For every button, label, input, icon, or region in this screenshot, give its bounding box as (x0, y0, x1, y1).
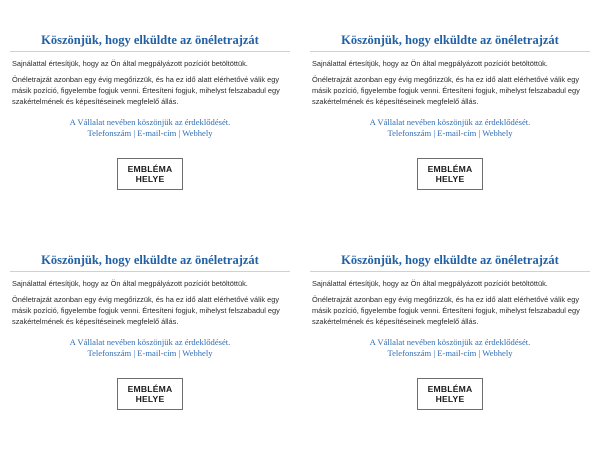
logo-line-1: EMBLÉMA (127, 384, 173, 394)
card-body (310, 58, 590, 107)
logo-line-1: EMBLÉMA (427, 164, 473, 174)
postcard-bottom-left (10, 252, 290, 410)
logo-placeholder (117, 378, 183, 410)
title-divider (310, 271, 590, 272)
card-body (310, 278, 590, 327)
logo-placeholder-text (128, 164, 173, 184)
thanks-line: A Vállalat nevében köszönjük az érdeklődését. (69, 337, 231, 347)
card-title: Köszönjük, hogy elküldte az önéletrajzát (341, 253, 559, 267)
logo-placeholder-text (128, 384, 173, 404)
title-divider (310, 51, 590, 52)
contact-line: Telefonszám | E-mail-cím | Webhely (387, 348, 513, 358)
postcard-bottom-right (310, 252, 590, 410)
contact-line: Telefonszám | E-mail-cím | Webhely (87, 128, 213, 138)
logo-placeholder (417, 378, 483, 410)
logo-line-2: HELYE (435, 174, 465, 184)
body-paragraph-2: Önéletrajzát azonban egy évig megőrizzük, és ha ez idő alatt elérhetővé válik egy másik pozíció, figyelembe fogjuk venni. Értesíteni fogjuk, mihelyst felszabadul egy szakértelmének és képesítéseinek megfelelő állás. (312, 75, 580, 106)
logo-placeholder (417, 158, 483, 190)
body-paragraph-1: Sajnálattal értesítjük, hogy az Ön által megpályázott pozíciót betöltöttük. (312, 279, 548, 288)
card-body (10, 278, 290, 327)
postcard-top-left (10, 32, 290, 190)
postcard-top-right (310, 32, 590, 190)
thanks-line: A Vállalat nevében köszönjük az érdeklődését. (369, 337, 531, 347)
body-paragraph-2: Önéletrajzát azonban egy évig megőrizzük, és ha ez idő alatt elérhetővé válik egy másik pozíció, figyelembe fogjuk venni. Értesíteni fogjuk, mihelyst felszabadul egy szakértelmének és képesítéseinek megfelelő állás. (312, 295, 580, 326)
thanks-line: A Vállalat nevében köszönjük az érdeklődését. (69, 117, 231, 127)
contact-line: Telefonszám | E-mail-cím | Webhely (87, 348, 213, 358)
logo-line-1: EMBLÉMA (127, 164, 173, 174)
card-title: Köszönjük, hogy elküldte az önéletrajzát (41, 33, 259, 47)
card-title: Köszönjük, hogy elküldte az önéletrajzát (341, 33, 559, 47)
logo-placeholder-text (428, 164, 473, 184)
logo-placeholder (117, 158, 183, 190)
body-paragraph-1: Sajnálattal értesítjük, hogy az Ön által megpályázott pozíciót betöltöttük. (12, 279, 248, 288)
body-paragraph-2: Önéletrajzát azonban egy évig megőrizzük, és ha ez idő alatt elérhetővé válik egy másik pozíció, figyelembe fogjuk venni. Értesíteni fogjuk, mihelyst felszabadul egy szakértelmének és képesítéseinek megfelelő állás. (12, 295, 280, 326)
card-title: Köszönjük, hogy elküldte az önéletrajzát (41, 253, 259, 267)
title-divider (10, 51, 290, 52)
body-paragraph-1: Sajnálattal értesítjük, hogy az Ön által megpályázott pozíciót betöltöttük. (12, 59, 248, 68)
body-paragraph-2: Önéletrajzát azonban egy évig megőrizzük, és ha ez idő alatt elérhetővé válik egy másik pozíció, figyelembe fogjuk venni. Értesíteni fogjuk, mihelyst felszabadul egy szakértelmének és képesítéseinek megfelelő állás. (12, 75, 280, 106)
logo-line-2: HELYE (135, 394, 165, 404)
contact-line: Telefonszám | E-mail-cím | Webhely (387, 128, 513, 138)
logo-line-1: EMBLÉMA (427, 384, 473, 394)
card-body (10, 58, 290, 107)
thanks-line: A Vállalat nevében köszönjük az érdeklődését. (369, 117, 531, 127)
body-paragraph-1: Sajnálattal értesítjük, hogy az Ön által megpályázott pozíciót betöltöttük. (312, 59, 548, 68)
logo-placeholder-text (428, 384, 473, 404)
title-divider (10, 271, 290, 272)
logo-line-2: HELYE (435, 394, 465, 404)
logo-line-2: HELYE (135, 174, 165, 184)
